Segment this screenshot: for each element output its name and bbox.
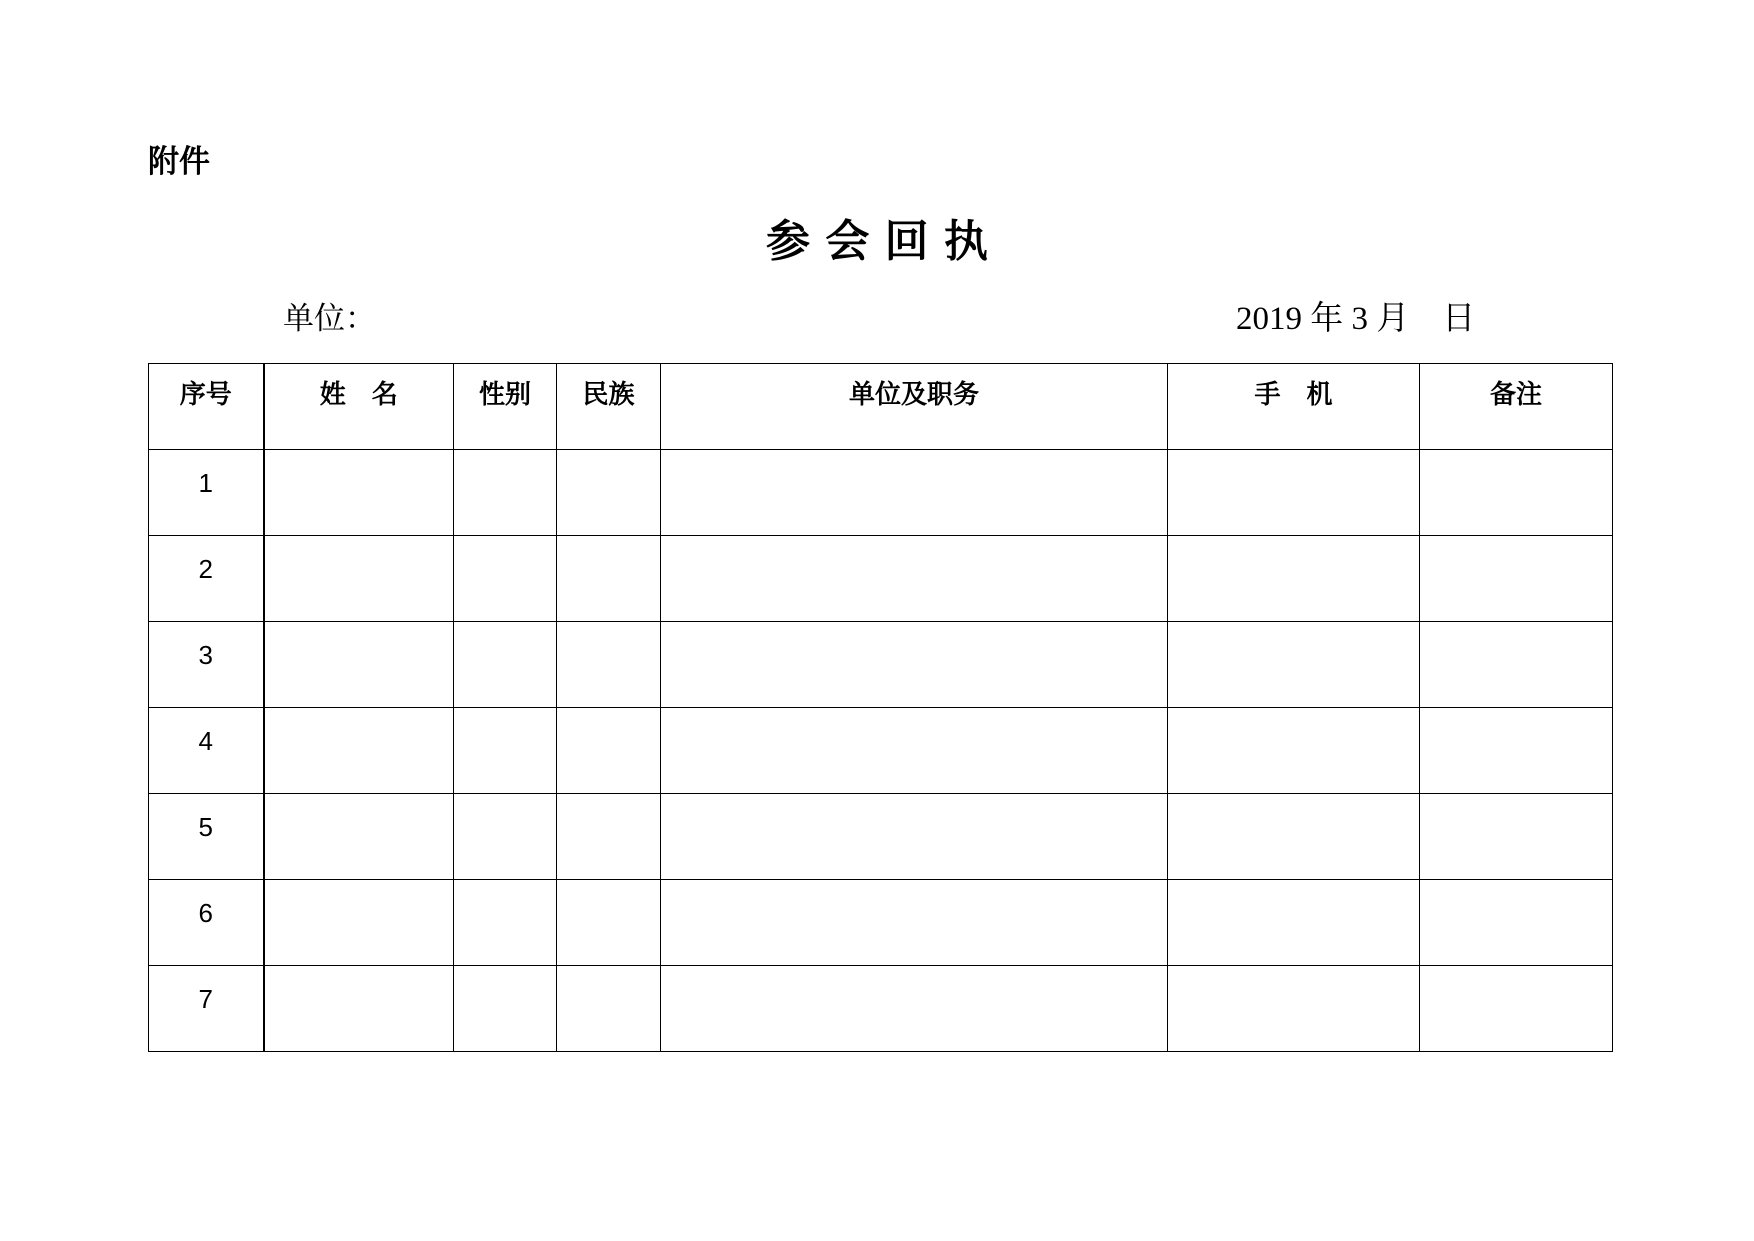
name-cell[interactable] xyxy=(264,794,454,880)
table-row xyxy=(149,966,1613,1052)
header-ethnicity: 民族 xyxy=(557,364,661,450)
remarks-cell[interactable] xyxy=(1420,536,1613,622)
header-unit-position: 单位及职务 xyxy=(661,364,1168,450)
name-cell[interactable] xyxy=(264,708,454,794)
mobile-cell[interactable] xyxy=(1168,536,1420,622)
gender-cell[interactable] xyxy=(454,536,557,622)
unit-position-cell[interactable] xyxy=(661,450,1168,536)
name-cell[interactable] xyxy=(264,536,454,622)
row-seq: 6 xyxy=(149,880,264,966)
gender-cell[interactable] xyxy=(454,708,557,794)
mobile-cell[interactable] xyxy=(1168,880,1420,966)
header-seq: 序号 xyxy=(149,364,264,450)
remarks-cell[interactable] xyxy=(1420,622,1613,708)
ethnicity-cell[interactable] xyxy=(557,622,661,708)
unit-position-cell[interactable] xyxy=(661,622,1168,708)
table-header-row xyxy=(149,364,1613,450)
mobile-cell[interactable] xyxy=(1168,966,1420,1052)
page-title: 参 会 回 执 xyxy=(766,216,988,267)
table-row xyxy=(149,622,1613,708)
unit-position-cell[interactable] xyxy=(661,966,1168,1052)
header-mobile: 手 机 xyxy=(1168,364,1420,450)
name-cell[interactable] xyxy=(264,880,454,966)
table-row xyxy=(149,708,1613,794)
mobile-cell[interactable] xyxy=(1168,708,1420,794)
mobile-cell[interactable] xyxy=(1168,622,1420,708)
unit-label: 单位： xyxy=(283,301,376,337)
attachment-label: 附件 xyxy=(148,144,210,180)
row-seq: 5 xyxy=(149,794,264,880)
name-cell[interactable] xyxy=(264,622,454,708)
unit-position-cell[interactable] xyxy=(661,708,1168,794)
header-gender: 性别 xyxy=(454,364,557,450)
mobile-cell[interactable] xyxy=(1168,450,1420,536)
ethnicity-cell[interactable] xyxy=(557,880,661,966)
remarks-cell[interactable] xyxy=(1420,450,1613,536)
gender-cell[interactable] xyxy=(454,622,557,708)
remarks-cell[interactable] xyxy=(1420,880,1613,966)
unit-position-cell[interactable] xyxy=(661,536,1168,622)
table-row xyxy=(149,880,1613,966)
ethnicity-cell[interactable] xyxy=(557,966,661,1052)
ethnicity-cell[interactable] xyxy=(557,536,661,622)
ethnicity-cell[interactable] xyxy=(557,450,661,536)
ethnicity-cell[interactable] xyxy=(557,708,661,794)
row-seq: 2 xyxy=(149,536,264,622)
remarks-cell[interactable] xyxy=(1420,794,1613,880)
row-seq: 7 xyxy=(149,966,264,1052)
gender-cell[interactable] xyxy=(454,880,557,966)
row-seq: 1 xyxy=(149,450,264,536)
remarks-cell[interactable] xyxy=(1420,708,1613,794)
mobile-cell[interactable] xyxy=(1168,794,1420,880)
row-seq: 3 xyxy=(149,622,264,708)
attendee-table xyxy=(148,363,1613,1052)
table-row xyxy=(149,536,1613,622)
gender-cell[interactable] xyxy=(454,794,557,880)
ethnicity-cell[interactable] xyxy=(557,794,661,880)
gender-cell[interactable] xyxy=(454,450,557,536)
unit-position-cell[interactable] xyxy=(661,880,1168,966)
table-row xyxy=(149,450,1613,536)
date-line: 2019 年 3 月 日 xyxy=(1236,301,1476,337)
table-row xyxy=(149,794,1613,880)
unit-position-cell[interactable] xyxy=(661,794,1168,880)
row-seq: 4 xyxy=(149,708,264,794)
name-cell[interactable] xyxy=(264,450,454,536)
gender-cell[interactable] xyxy=(454,966,557,1052)
header-remarks: 备注 xyxy=(1420,364,1613,450)
name-cell[interactable] xyxy=(264,966,454,1052)
remarks-cell[interactable] xyxy=(1420,966,1613,1052)
header-name: 姓 名 xyxy=(264,364,454,450)
